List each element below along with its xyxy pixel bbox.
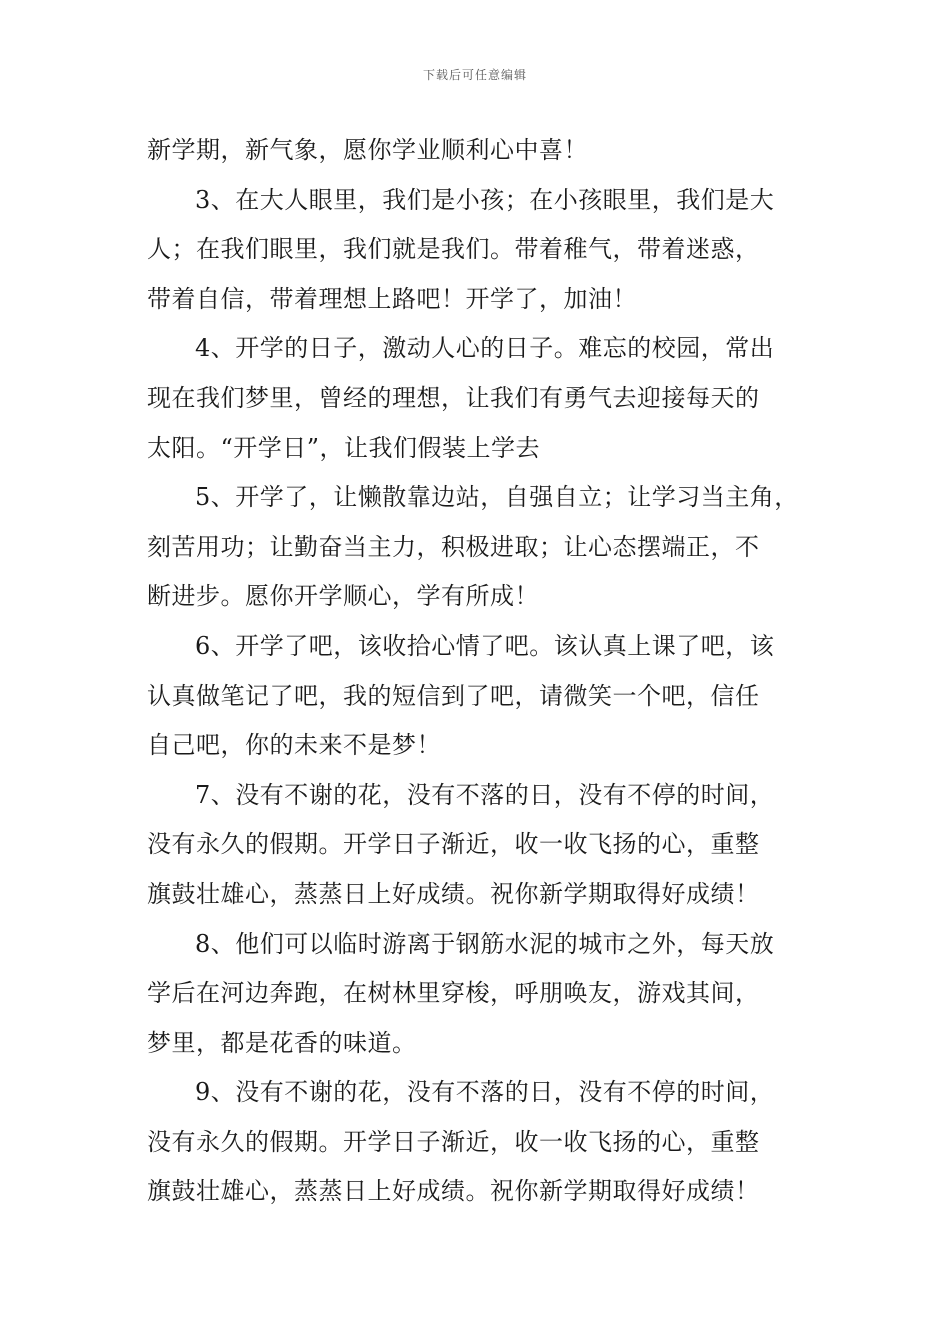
text-line: 没有永久的假期。开学日子渐近，收一收飞扬的心，重整 <box>147 830 760 859</box>
text-line: 5、开学了，让懒散靠边站，自强自立；让学习当主角， <box>195 483 799 512</box>
text-line: 6、开学了吧，该收拾心情了吧。该认真上课了吧，该 <box>195 631 775 660</box>
page-header: 下载后可任意编辑 <box>422 68 527 82</box>
text-line: 8、他们可以临时游离于钢筋水泥的城市之外，每天放 <box>195 929 775 958</box>
text-line: 新学期，新气象，愿你学业顺利心中喜！ <box>147 136 588 164</box>
text-line: 旗鼓壮雄心，蒸蒸日上好成绩。祝你新学期取得好成绩！ <box>147 879 760 908</box>
text-line: 刻苦用功；让勤奋当主力，积极进取；让心态摆端正，不 <box>147 532 760 561</box>
text-line: 断进步。愿你开学顺心，学有所成！ <box>147 582 539 611</box>
text-line: 认真做笔记了吧，我的短信到了吧，请微笑一个吧，信任 <box>147 681 760 710</box>
text-line: 带着自信，带着理想上路吧！开学了，加油！ <box>147 284 637 313</box>
document-body <box>147 126 827 1217</box>
text-line: 没有永久的假期。开学日子渐近，收一收飞扬的心，重整 <box>147 1127 760 1156</box>
text-line: 人；在我们眼里，我们就是我们。带着稚气，带着迷惑， <box>147 235 760 264</box>
text-line: 现在我们梦里，曾经的理想，让我们有勇气去迎接每天的 <box>147 383 760 412</box>
text-line: 9、没有不谢的花，没有不落的日，没有不停的时间， <box>195 1078 775 1107</box>
text-line: 梦里，都是花香的味道。 <box>147 1028 417 1057</box>
text-line: 学后在河边奔跑，在树林里穿梭，呼朋唤友，游戏其间， <box>147 979 760 1008</box>
text-line: 7、没有不谢的花，没有不落的日，没有不停的时间， <box>195 780 775 809</box>
text-line: 3、在大人眼里，我们是小孩；在小孩眼里，我们是大 <box>195 185 775 214</box>
text-line: 太阳。“开学日”，让我们假装上学去 <box>147 433 541 462</box>
text-line: 4、开学的日子，激动人心的日子。难忘的校园，常出 <box>195 334 775 363</box>
text-line: 自己吧，你的未来不是梦！ <box>147 731 441 760</box>
text-line: 旗鼓壮雄心，蒸蒸日上好成绩。祝你新学期取得好成绩！ <box>147 1177 760 1206</box>
